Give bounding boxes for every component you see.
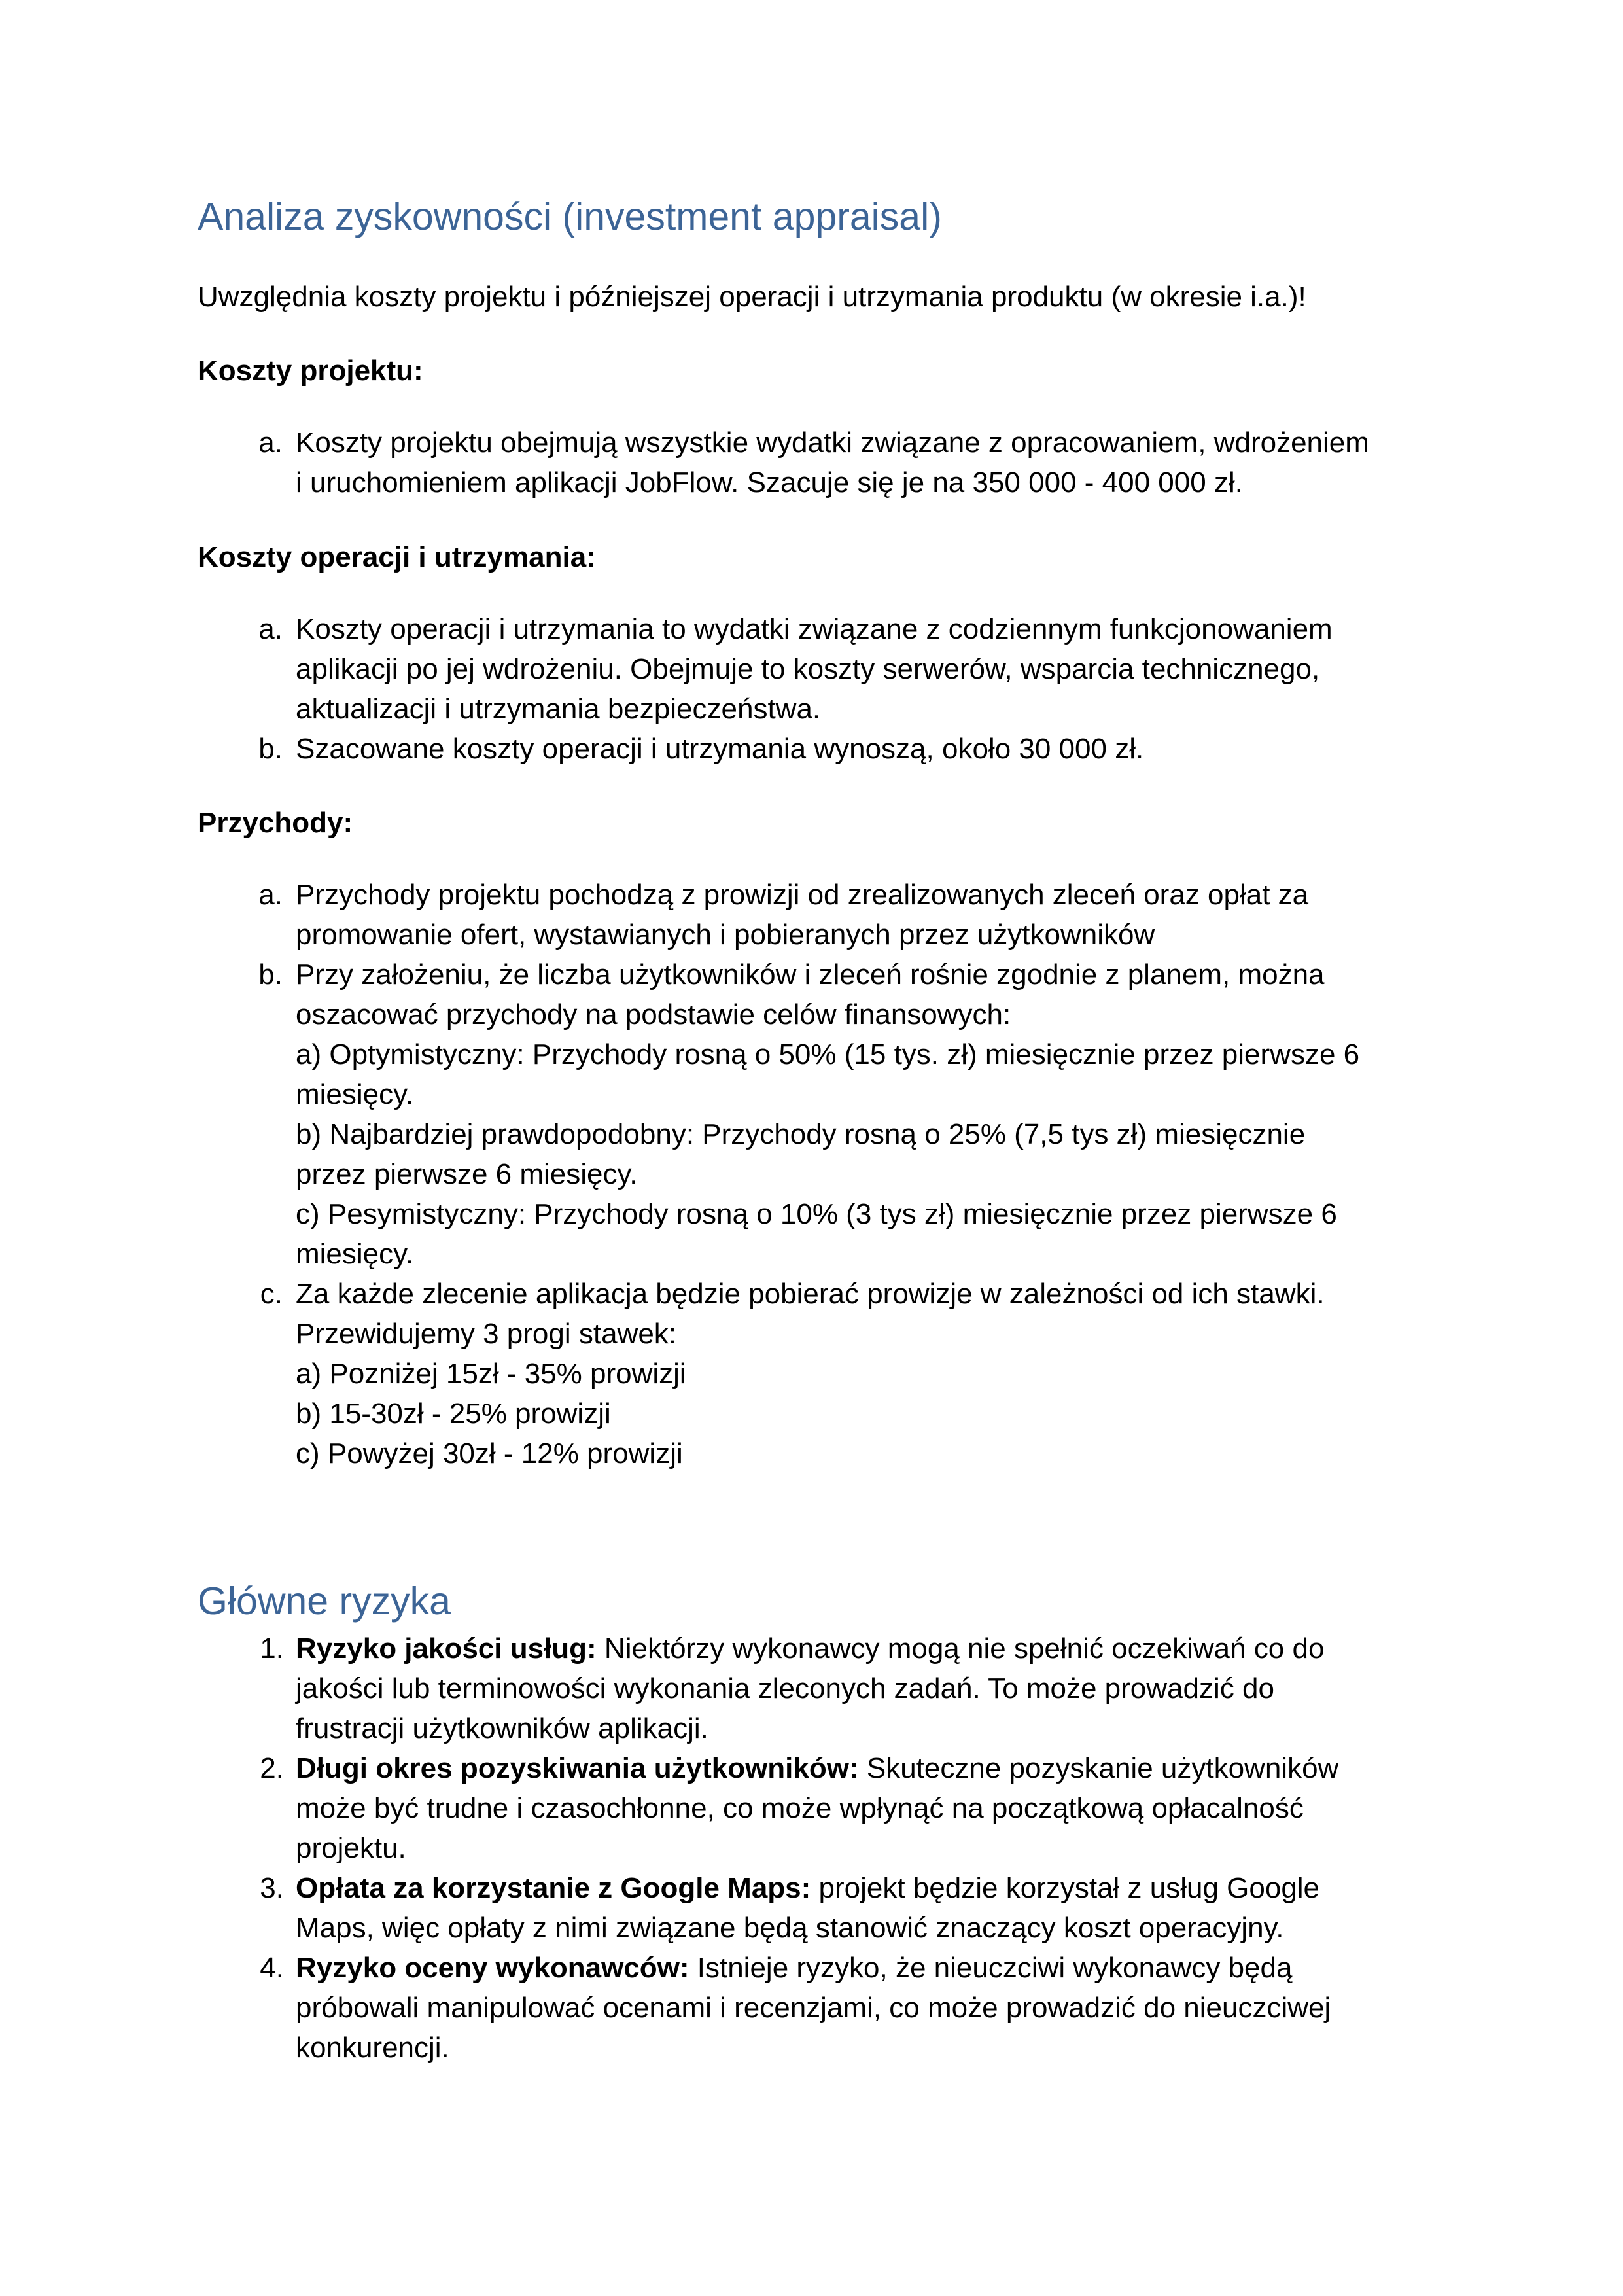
list-item-line: może być trudne i czasochłonne, co może wpłynąć na początkową opłacalność bbox=[296, 1792, 1304, 1824]
list-item-line: Za każde zlecenie aplikacja będzie pobierać prowizje w zależności od ich stawki. bbox=[296, 1278, 1325, 1310]
list-item-line: miesięcy. bbox=[296, 1078, 414, 1110]
list-item-line: jakości lub terminowości wykonania zleconych zadań. To może prowadzić do bbox=[296, 1672, 1274, 1704]
list-item-line: b) Najbardziej prawdopodobny: Przychody rosną o 25% (7,5 tys zł) miesięcznie bbox=[296, 1118, 1306, 1150]
list-item-line: Przychody projektu pochodzą z prowizji od zrealizowanych zleceń oraz opłat za bbox=[296, 879, 1309, 911]
section-title-main-risks: Główne ryzyka bbox=[198, 1580, 451, 1623]
list-marker: b. bbox=[258, 959, 283, 991]
intro-paragraph: Uwzględnia koszty projektu i późniejszej operacji i utrzymania produktu (w okresie i.a.)! bbox=[198, 281, 1306, 313]
list-marker: a. bbox=[258, 427, 283, 459]
list-item-line: próbowali manipulować ocenami i recenzjami, co może prowadzić do nieuczciwej bbox=[296, 1992, 1331, 2024]
risk-name: Opłata za korzystanie z Google Maps: bbox=[296, 1872, 811, 1904]
heading-project-costs: Koszty projektu: bbox=[198, 355, 423, 387]
list-item-line: frustracji użytkowników aplikacji. bbox=[296, 1712, 708, 1744]
risk-description: Niektórzy wykonawcy mogą nie spełnić oczekiwań co do bbox=[596, 1633, 1325, 1665]
list-item-line: Koszty projektu obejmują wszystkie wydatki związane z opracowaniem, wdrożeniem bbox=[296, 427, 1369, 459]
list-item-line: a) Optymistyczny: Przychody rosną o 50% (15 tys. zł) miesięcznie przez pierwsze 6 bbox=[296, 1038, 1360, 1070]
heading-operation-costs: Koszty operacji i utrzymania: bbox=[198, 541, 596, 573]
list-item-line: c) Pesymistyczny: Przychody rosną o 10% (3 tys zł) miesięcznie przez pierwsze 6 bbox=[296, 1198, 1337, 1230]
list-item-line: przez pierwsze 6 miesięcy. bbox=[296, 1158, 638, 1190]
list-item-line: a) Pozniżej 15zł - 35% prowizji bbox=[296, 1358, 686, 1390]
list-item-line: Maps, więc opłaty z nimi związane będą stanowić znaczący koszt operacyjny. bbox=[296, 1912, 1284, 1944]
list-item-line: miesięcy. bbox=[296, 1238, 414, 1270]
list-marker: 2. bbox=[260, 1752, 284, 1784]
list-item-line: Przewidujemy 3 progi stawek: bbox=[296, 1318, 677, 1350]
list-item-line: Przy założeniu, że liczba użytkowników i zleceń rośnie zgodnie z planem, można bbox=[296, 959, 1325, 991]
list-item-line: b) 15-30zł - 25% prowizji bbox=[296, 1398, 611, 1430]
list-marker: a. bbox=[258, 879, 283, 911]
list-marker: 4. bbox=[260, 1952, 284, 1984]
list-item-line: Szacowane koszty operacji i utrzymania wynoszą, około 30 000 zł. bbox=[296, 733, 1144, 765]
section-title-investment-appraisal: Analiza zyskowności (investment appraisal) bbox=[198, 195, 942, 238]
list-item-line: projektu. bbox=[296, 1832, 406, 1864]
list-item-line: aktualizacji i utrzymania bezpieczeństwa. bbox=[296, 693, 821, 725]
heading-revenue: Przychody: bbox=[198, 807, 353, 839]
list-marker: b. bbox=[258, 733, 283, 765]
list-item-line bbox=[296, 1629, 1421, 1669]
list-marker: c. bbox=[260, 1278, 283, 1310]
list-item-line: promowanie ofert, wystawianych i pobieranych przez użytkowników bbox=[296, 919, 1155, 951]
risk-description: Skuteczne pozyskanie użytkowników bbox=[858, 1752, 1339, 1784]
list-item-line: i uruchomieniem aplikacji JobFlow. Szacuje się je na 350 000 - 400 000 zł. bbox=[296, 467, 1243, 499]
list-marker: a. bbox=[258, 613, 283, 645]
list-item-line bbox=[296, 1948, 1421, 1988]
list-item-line: Koszty operacji i utrzymania to wydatki związane z codziennym funkcjonowaniem bbox=[296, 613, 1333, 645]
risk-name: Ryzyko oceny wykonawców: bbox=[296, 1952, 689, 1984]
list-item-line: aplikacji po jej wdrożeniu. Obejmuje to koszty serwerów, wsparcia technicznego, bbox=[296, 653, 1320, 685]
list-marker: 3. bbox=[260, 1872, 284, 1904]
list-marker: 1. bbox=[260, 1633, 284, 1665]
risk-description: Istnieje ryzyko, że nieuczciwi wykonawcy będą bbox=[689, 1952, 1293, 1984]
list-item-line: c) Powyżej 30zł - 12% prowizji bbox=[296, 1438, 683, 1470]
list-item-line bbox=[296, 1868, 1421, 1908]
list-item-line bbox=[296, 1748, 1421, 1788]
list-item-line: oszacować przychody na podstawie celów finansowych: bbox=[296, 998, 1011, 1031]
list-item-line: konkurencji. bbox=[296, 2032, 449, 2064]
risk-name: Długi okres pozyskiwania użytkowników: bbox=[296, 1752, 859, 1784]
risk-name: Ryzyko jakości usług: bbox=[296, 1633, 597, 1665]
risk-description: projekt będzie korzystał z usług Google bbox=[811, 1872, 1320, 1904]
